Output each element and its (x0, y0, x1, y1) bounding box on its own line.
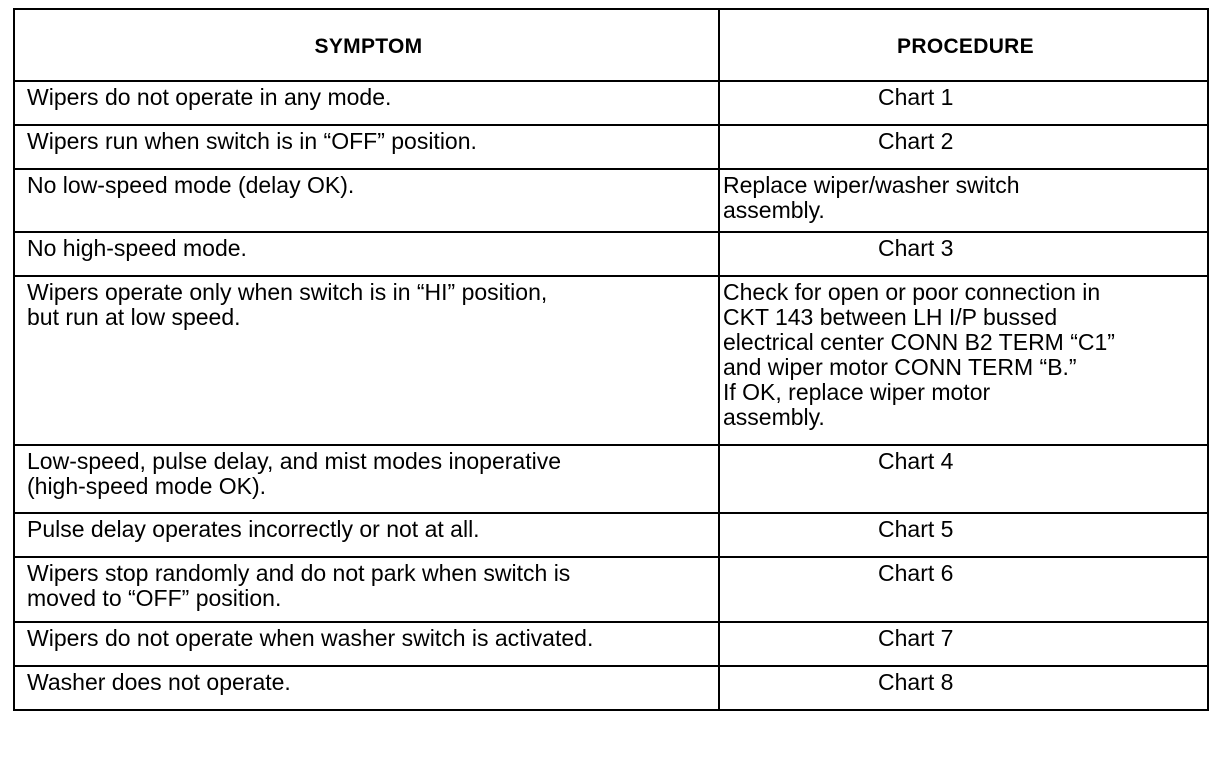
symptom-cell (14, 276, 719, 445)
symptom-cell: Wipers do not operate when washer switch is activated. (14, 622, 719, 666)
symptom-cell: Pulse delay operates incorrectly or not at all. (14, 513, 719, 557)
symptom-line: Low-speed, pulse delay, and mist modes inoperative (27, 448, 561, 474)
procedure-line: Replace wiper/washer switch (723, 172, 1020, 198)
symptom-line: but run at low speed. (27, 304, 241, 330)
procedure-line: assembly. (723, 404, 825, 430)
symptom-cell: Washer does not operate. (14, 666, 719, 710)
procedure-cell: Chart 3 (719, 232, 1208, 276)
table-row (14, 513, 1208, 557)
table-row (14, 169, 1208, 232)
symptom-cell: Wipers do not operate in any mode. (14, 81, 719, 125)
table-row (14, 666, 1208, 710)
diagnosis-table-sheet (13, 8, 1207, 765)
procedure-cell: Chart 8 (719, 666, 1208, 710)
procedure-line: assembly. (723, 197, 825, 223)
symptom-line: Wipers operate only when switch is in “HI” position, (27, 279, 548, 305)
symptom-line: moved to “OFF” position. (27, 585, 282, 611)
procedure-cell (719, 169, 1208, 232)
procedure-line: If OK, replace wiper motor (723, 379, 991, 405)
symptom-line: (high-speed mode OK). (27, 473, 267, 499)
table-row (14, 232, 1208, 276)
table-header-row (14, 9, 1208, 81)
table-row (14, 445, 1208, 513)
procedure-cell: Chart 5 (719, 513, 1208, 557)
procedure-cell: Chart 4 (719, 445, 1208, 513)
table-row (14, 125, 1208, 169)
symptom-cell (14, 557, 719, 622)
header-procedure: PROCEDURE (719, 9, 1208, 81)
table-row (14, 622, 1208, 666)
table-row (14, 276, 1208, 445)
procedure-cell: Chart 7 (719, 622, 1208, 666)
procedure-cell: Chart 2 (719, 125, 1208, 169)
procedure-cell (719, 276, 1208, 445)
symptom-cell: No high-speed mode. (14, 232, 719, 276)
symptom-line: Wipers stop randomly and do not park when switch is (27, 560, 571, 586)
table-row (14, 81, 1208, 125)
procedure-line: CKT 143 between LH I/P bussed (723, 304, 1058, 330)
symptom-cell: No low-speed mode (delay OK). (14, 169, 719, 232)
procedure-line: Check for open or poor connection in (723, 279, 1101, 305)
procedure-cell: Chart 6 (719, 557, 1208, 622)
symptom-procedure-table (13, 8, 1209, 711)
procedure-line: and wiper motor CONN TERM “B.” (723, 354, 1077, 380)
header-symptom: SYMPTOM (14, 9, 719, 81)
procedure-line: electrical center CONN B2 TERM “C1” (723, 329, 1115, 355)
symptom-cell: Wipers run when switch is in “OFF” position. (14, 125, 719, 169)
procedure-cell: Chart 1 (719, 81, 1208, 125)
table-row (14, 557, 1208, 622)
symptom-cell (14, 445, 719, 513)
